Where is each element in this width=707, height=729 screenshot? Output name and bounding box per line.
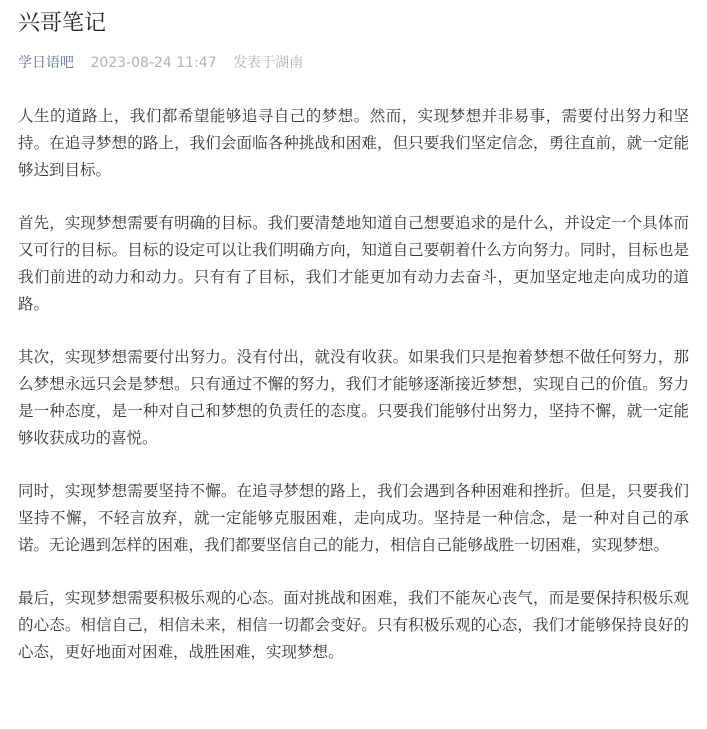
article-meta — [18, 53, 689, 73]
article-content — [18, 103, 689, 666]
paragraph-3: 其次，实现梦想需要付出努力。没有付出，就没有收获。如果我们只是抱着梦想不做任何努力，那么梦想永远只会是梦想。只有通过不懈的努力，我们才能够逐渐接近梦想，实现自己的价值。努力是一种态度，是一种对自己和梦想的负责任的态度。只要我们能够付出努力，坚持不懈，就一定能够收获成功的喜悦。 — [18, 348, 689, 447]
publish-time: 2023-08-24 11:47 — [90, 55, 217, 71]
publish-location: 发表于湖南 — [233, 55, 304, 71]
article-title: 兴哥笔记 — [18, 11, 107, 36]
paragraph-4: 同时，实现梦想需要坚持不懈。在追寻梦想的路上，我们会遇到各种困难和挫折。但是，只要我们坚持不懈，不轻言放弃，就一定能够克服困难，走向成功。坚持是一种信念，是一种对自己的承诺。无论遇到怎样的困难，我们都要坚信自己的能力，相信自己能够战胜一切困难，实现梦想。 — [18, 482, 689, 554]
paragraph-5: 最后，实现梦想需要积极乐观的心态。面对挑战和困难，我们不能灰心丧气，而是要保持积极乐观的心态。相信自己，相信未来，相信一切都会变好。只有积极乐观的心态，我们才能够保持良好的心态，更好地面对困难，战胜困难，实现梦想。 — [18, 589, 689, 661]
paragraph-1: 人生的道路上，我们都希望能够追寻自己的梦想。然而，实现梦想并非易事，需要付出努力和坚持。在追寻梦想的路上，我们会面临各种挑战和困难，但只要我们坚定信念，勇往直前，就一定能够达到目标。 — [18, 107, 689, 179]
paragraph-2: 首先，实现梦想需要有明确的目标。我们要清楚地知道自己想要追求的是什么，并设定一个具体而又可行的目标。目标的设定可以让我们明确方向，知道自己要朝着什么方向努力。同时，目标也是我们前进的动力和动力。只有有了目标，我们才能更加有动力去奋斗，更加坚定地走向成功的道路。 — [18, 214, 689, 313]
author-link[interactable]: 学日语吧 — [18, 55, 74, 71]
